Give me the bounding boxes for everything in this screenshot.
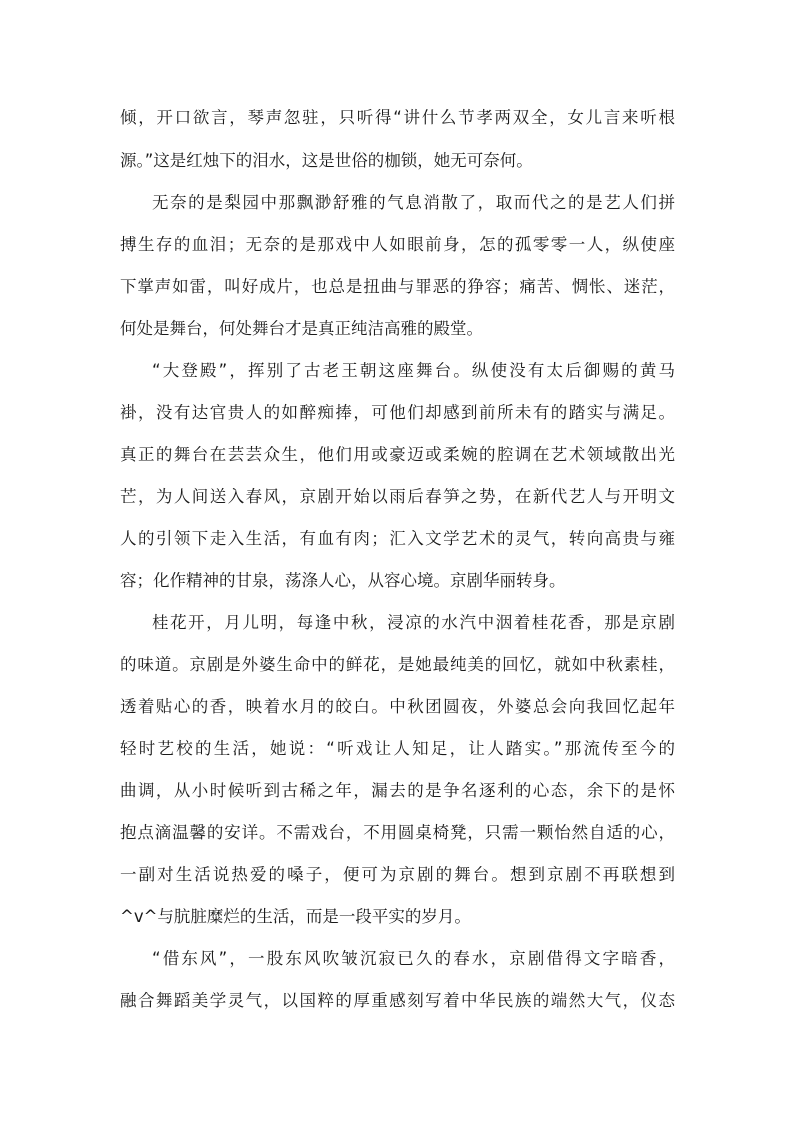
text-line: 何处是舞台，何处舞台才是真正纯洁高雅的殿堂。 — [120, 319, 483, 338]
text-line: 下掌声如雷，叫好成片，也总是扭曲与罪恶的狰容；痛苦、惆怅、迷茫， — [120, 277, 675, 296]
paragraph-first-line: 桂花开，月儿明，每逢中秋，浸凉的水汽中洇着桂花香，那是京剧 — [152, 613, 675, 632]
text-line: 轻时艺校的生活，她说：“听戏让人知足，让人踏实。”那流传至今的 — [120, 739, 675, 758]
text-line: ^v^与肮脏糜烂的生活，而是一段平实的岁月。 — [120, 907, 471, 926]
paragraph-first-line: “大登殿”，挥别了古老王朝这座舞台。纵使没有太后御赐的黄马 — [152, 361, 675, 380]
text-line: 容；化作精神的甘泉，荡涤人心，从容心境。京剧华丽转身。 — [120, 571, 566, 590]
text-line: 芒，为人间送入春风，京剧开始以雨后春笋之势，在新代艺人与开明文 — [120, 487, 675, 506]
text-line: 融合舞蹈美学灵气，以国粹的厚重感刻写着中华民族的端然大气，仪态 — [120, 991, 675, 1010]
text-line: 的味道。京剧是外婆生命中的鲜花，是她最纯美的回忆，就如中秋素桂， — [120, 655, 675, 674]
paragraph-first-line: 无奈的是梨园中那飘渺舒雅的气息消散了，取而代之的是艺人们拼 — [152, 193, 675, 212]
text-line: 一副对生活说热爱的嗓子，便可为京剧的舞台。想到京剧不再联想到 — [120, 865, 675, 884]
text-line: 透着贴心的香，映着水月的皎白。中秋团圆夜，外婆总会向我回忆起年 — [120, 697, 675, 716]
paragraph-first-line: “借东风”，一股东风吹皱沉寂已久的春水，京剧借得文字暗香， — [152, 949, 675, 968]
text-line: 真正的舞台在芸芸众生，他们用或豪迈或柔婉的腔调在艺术领域散出光 — [120, 445, 675, 464]
text-line: 搏生存的血泪；无奈的是那戏中人如眼前身，怎的孤零零一人，纵使座 — [120, 235, 675, 254]
text-line: 倾，开口欲言，琴声忽驻，只听得“讲什么节孝两双全，女儿言来听根 — [120, 108, 675, 127]
text-line: 源。”这是红烛下的泪水，这是世俗的枷锁，她无可奈何。 — [120, 151, 533, 170]
text-line: 褂，没有达官贵人的如醉痴捧，可他们却感到前所未有的踏实与满足。 — [120, 403, 675, 422]
text-line: 抱点滴温馨的安详。不需戏台，不用圆桌椅凳，只需一颗怡然自适的心， — [120, 823, 675, 842]
text-line: 曲调，从小时候听到古稀之年，漏去的是争名逐利的心态，余下的是怀 — [120, 781, 675, 800]
text-line: 人的引领下走入生活，有血有肉；汇入文学艺术的灵气，转向高贵与雍 — [120, 529, 675, 548]
